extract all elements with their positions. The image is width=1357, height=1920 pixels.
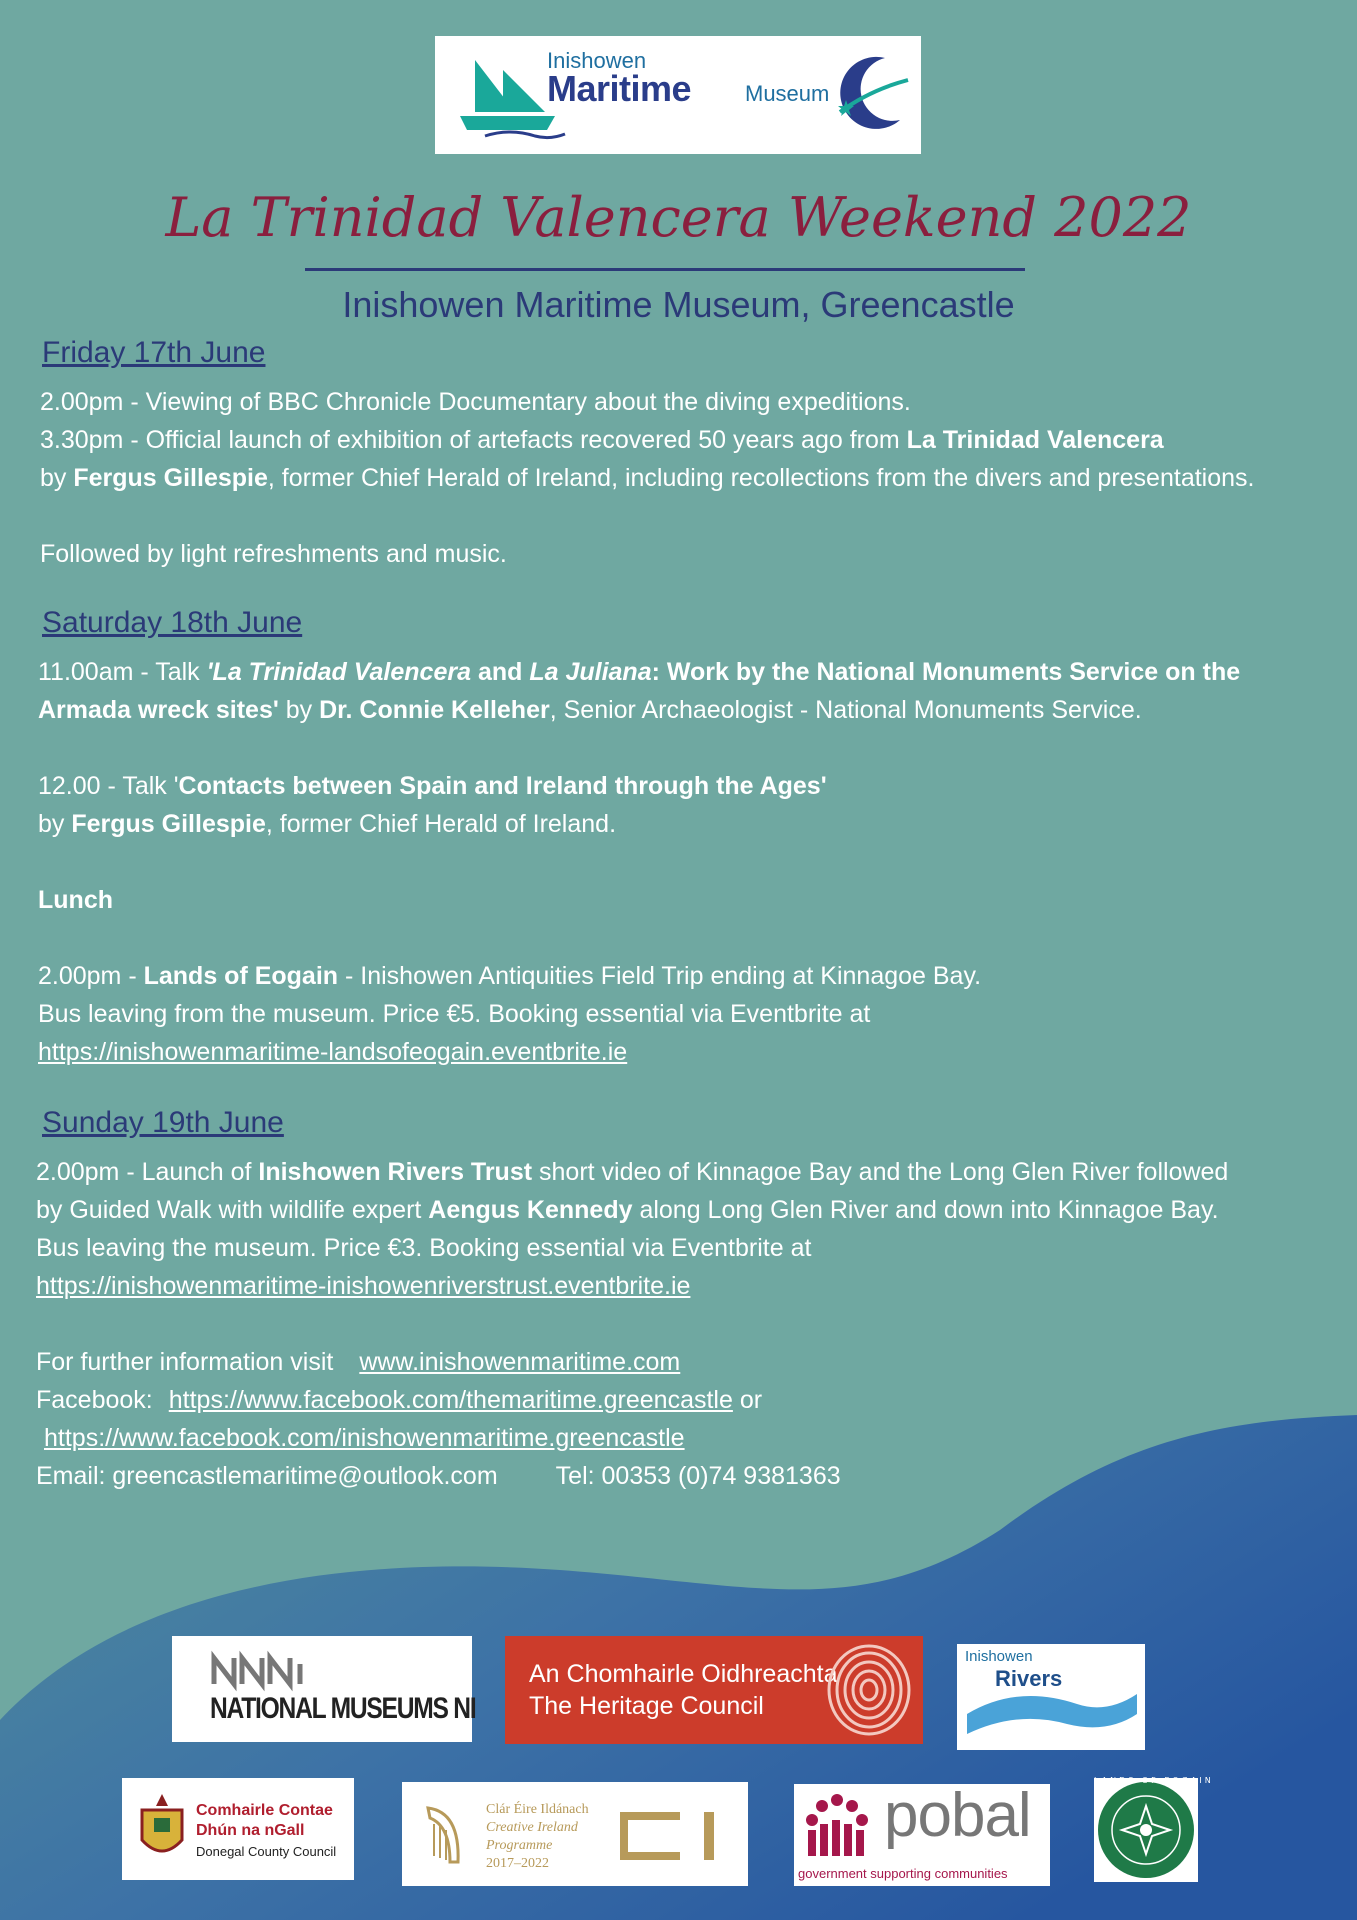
- lands-of-eogain-seal-icon: [1096, 1780, 1196, 1880]
- fingerprint-icon: [823, 1642, 915, 1738]
- contact-website-line: For further information visit www.inishowenmaritime.com: [36, 1348, 681, 1376]
- page-title: La Trinidad Valencera Weekend 2022: [165, 186, 1192, 249]
- contact-email-tel-line: Email: greencastlemaritime@outlook.com Tel: 00353 (0)74 9381363: [36, 1462, 841, 1490]
- lands-of-eogain-logo: LANDS OF EOGAIN: [1094, 1778, 1198, 1882]
- friday-heading: Friday 17th June: [42, 336, 266, 369]
- facebook-link-2[interactable]: https://www.facebook.com/inishowenmaritime.greencastle: [44, 1424, 685, 1452]
- creative-ireland-logo: Clár Éire Ildánach Creative Ireland Programme 2017–2022: [402, 1782, 748, 1886]
- saturday-talk-1-line-1: 11.00am - Talk 'La Trinidad Valencera and La Juliana: Work by the National Monuments Service on the: [38, 658, 1241, 686]
- logo-text-inishowen: Inishowen: [547, 48, 647, 73]
- logo-text-museum: Museum: [745, 81, 830, 106]
- saturday-trip-line-1: 2.00pm - Lands of Eogain - Inishowen Antiquities Field Trip ending at Kinnagoe Bay.: [38, 962, 982, 990]
- sunday-line-1: 2.00pm - Launch of Inishowen Rivers Trust short video of Kinnagoe Bay and the Long Glen River followed: [36, 1158, 1229, 1186]
- friday-line-2: 3.30pm - Official launch of exhibition of artefacts recovered 50 years ago from La Trinidad Valencera: [40, 426, 1164, 454]
- crescent-moon-icon: [830, 50, 910, 140]
- saturday-talk-1-line-2: Armada wreck sites' by Dr. Connie Kelleher, Senior Archaeologist - National Monuments Service.: [38, 696, 1142, 724]
- sunday-heading: Sunday 19th June: [42, 1106, 284, 1139]
- sunday-eventbrite-link[interactable]: https://inishowenmaritime-inishowenriverstrust.eventbrite.ie: [36, 1272, 691, 1300]
- facebook-link-1[interactable]: https://www.facebook.com/themaritime.greencastle: [168, 1386, 733, 1414]
- national-museums-ni-logo: NATIONAL MUSEUMS NI: [172, 1636, 472, 1742]
- saturday-trip-line-2: Bus leaving from the museum. Price €5. Booking essential via Eventbrite at: [38, 1000, 871, 1028]
- saturday-talk-2-line-1: 12.00 - Talk 'Contacts between Spain and Ireland through the Ages': [38, 772, 827, 800]
- title-divider: [305, 268, 1025, 271]
- inishowen-rivers-trust-logo: Inishowen Rivers Trust: [957, 1644, 1145, 1750]
- logo-text-maritime: Maritime: [547, 68, 692, 109]
- saturday-heading: Saturday 18th June: [42, 606, 303, 639]
- ci-mark-icon: [620, 1812, 726, 1860]
- contact-facebook-line: Facebook: https://www.facebook.com/themaritime.greencastle or: [36, 1386, 763, 1414]
- pobal-logo: pobal government supporting communities: [794, 1784, 1050, 1886]
- heritage-council-logo: An Chomhairle Oidhreachta The Heritage Council: [505, 1636, 923, 1744]
- friday-line-1: 2.00pm - Viewing of BBC Chronicle Documentary about the diving expeditions.: [40, 388, 911, 416]
- sunday-line-3: Bus leaving the museum. Price €3. Booking essential via Eventbrite at: [36, 1234, 812, 1262]
- website-link[interactable]: www.inishowenmaritime.com: [359, 1348, 681, 1376]
- nmni-mark-icon: [212, 1654, 332, 1686]
- friday-line-3: by Fergus Gillespie, former Chief Herald of Ireland, including recollections from the divers and presentations.: [40, 464, 1255, 492]
- harp-icon: [420, 1804, 464, 1866]
- saturday-lunch: Lunch: [38, 886, 113, 914]
- saturday-eventbrite-link[interactable]: https://inishowenmaritime-landsofeogain.eventbrite.ie: [38, 1038, 628, 1066]
- friday-line-4: Followed by light refreshments and music.: [40, 540, 507, 568]
- crest-icon: [134, 1790, 190, 1866]
- museum-logo: [435, 36, 921, 154]
- donegal-county-council-logo: Comhairle Contae Dhún na nGall Donegal County Council: [122, 1778, 354, 1880]
- saturday-talk-2-line-2: by Fergus Gillespie, former Chief Herald of Ireland.: [38, 810, 617, 838]
- sunday-line-2: by Guided Walk with wildlife expert Aengus Kennedy along Long Glen River and down into Kinnagoe Bay.: [36, 1196, 1219, 1224]
- page-subtitle: Inishowen Maritime Museum, Greencastle: [342, 284, 1015, 325]
- pobal-dots-icon: [798, 1790, 876, 1860]
